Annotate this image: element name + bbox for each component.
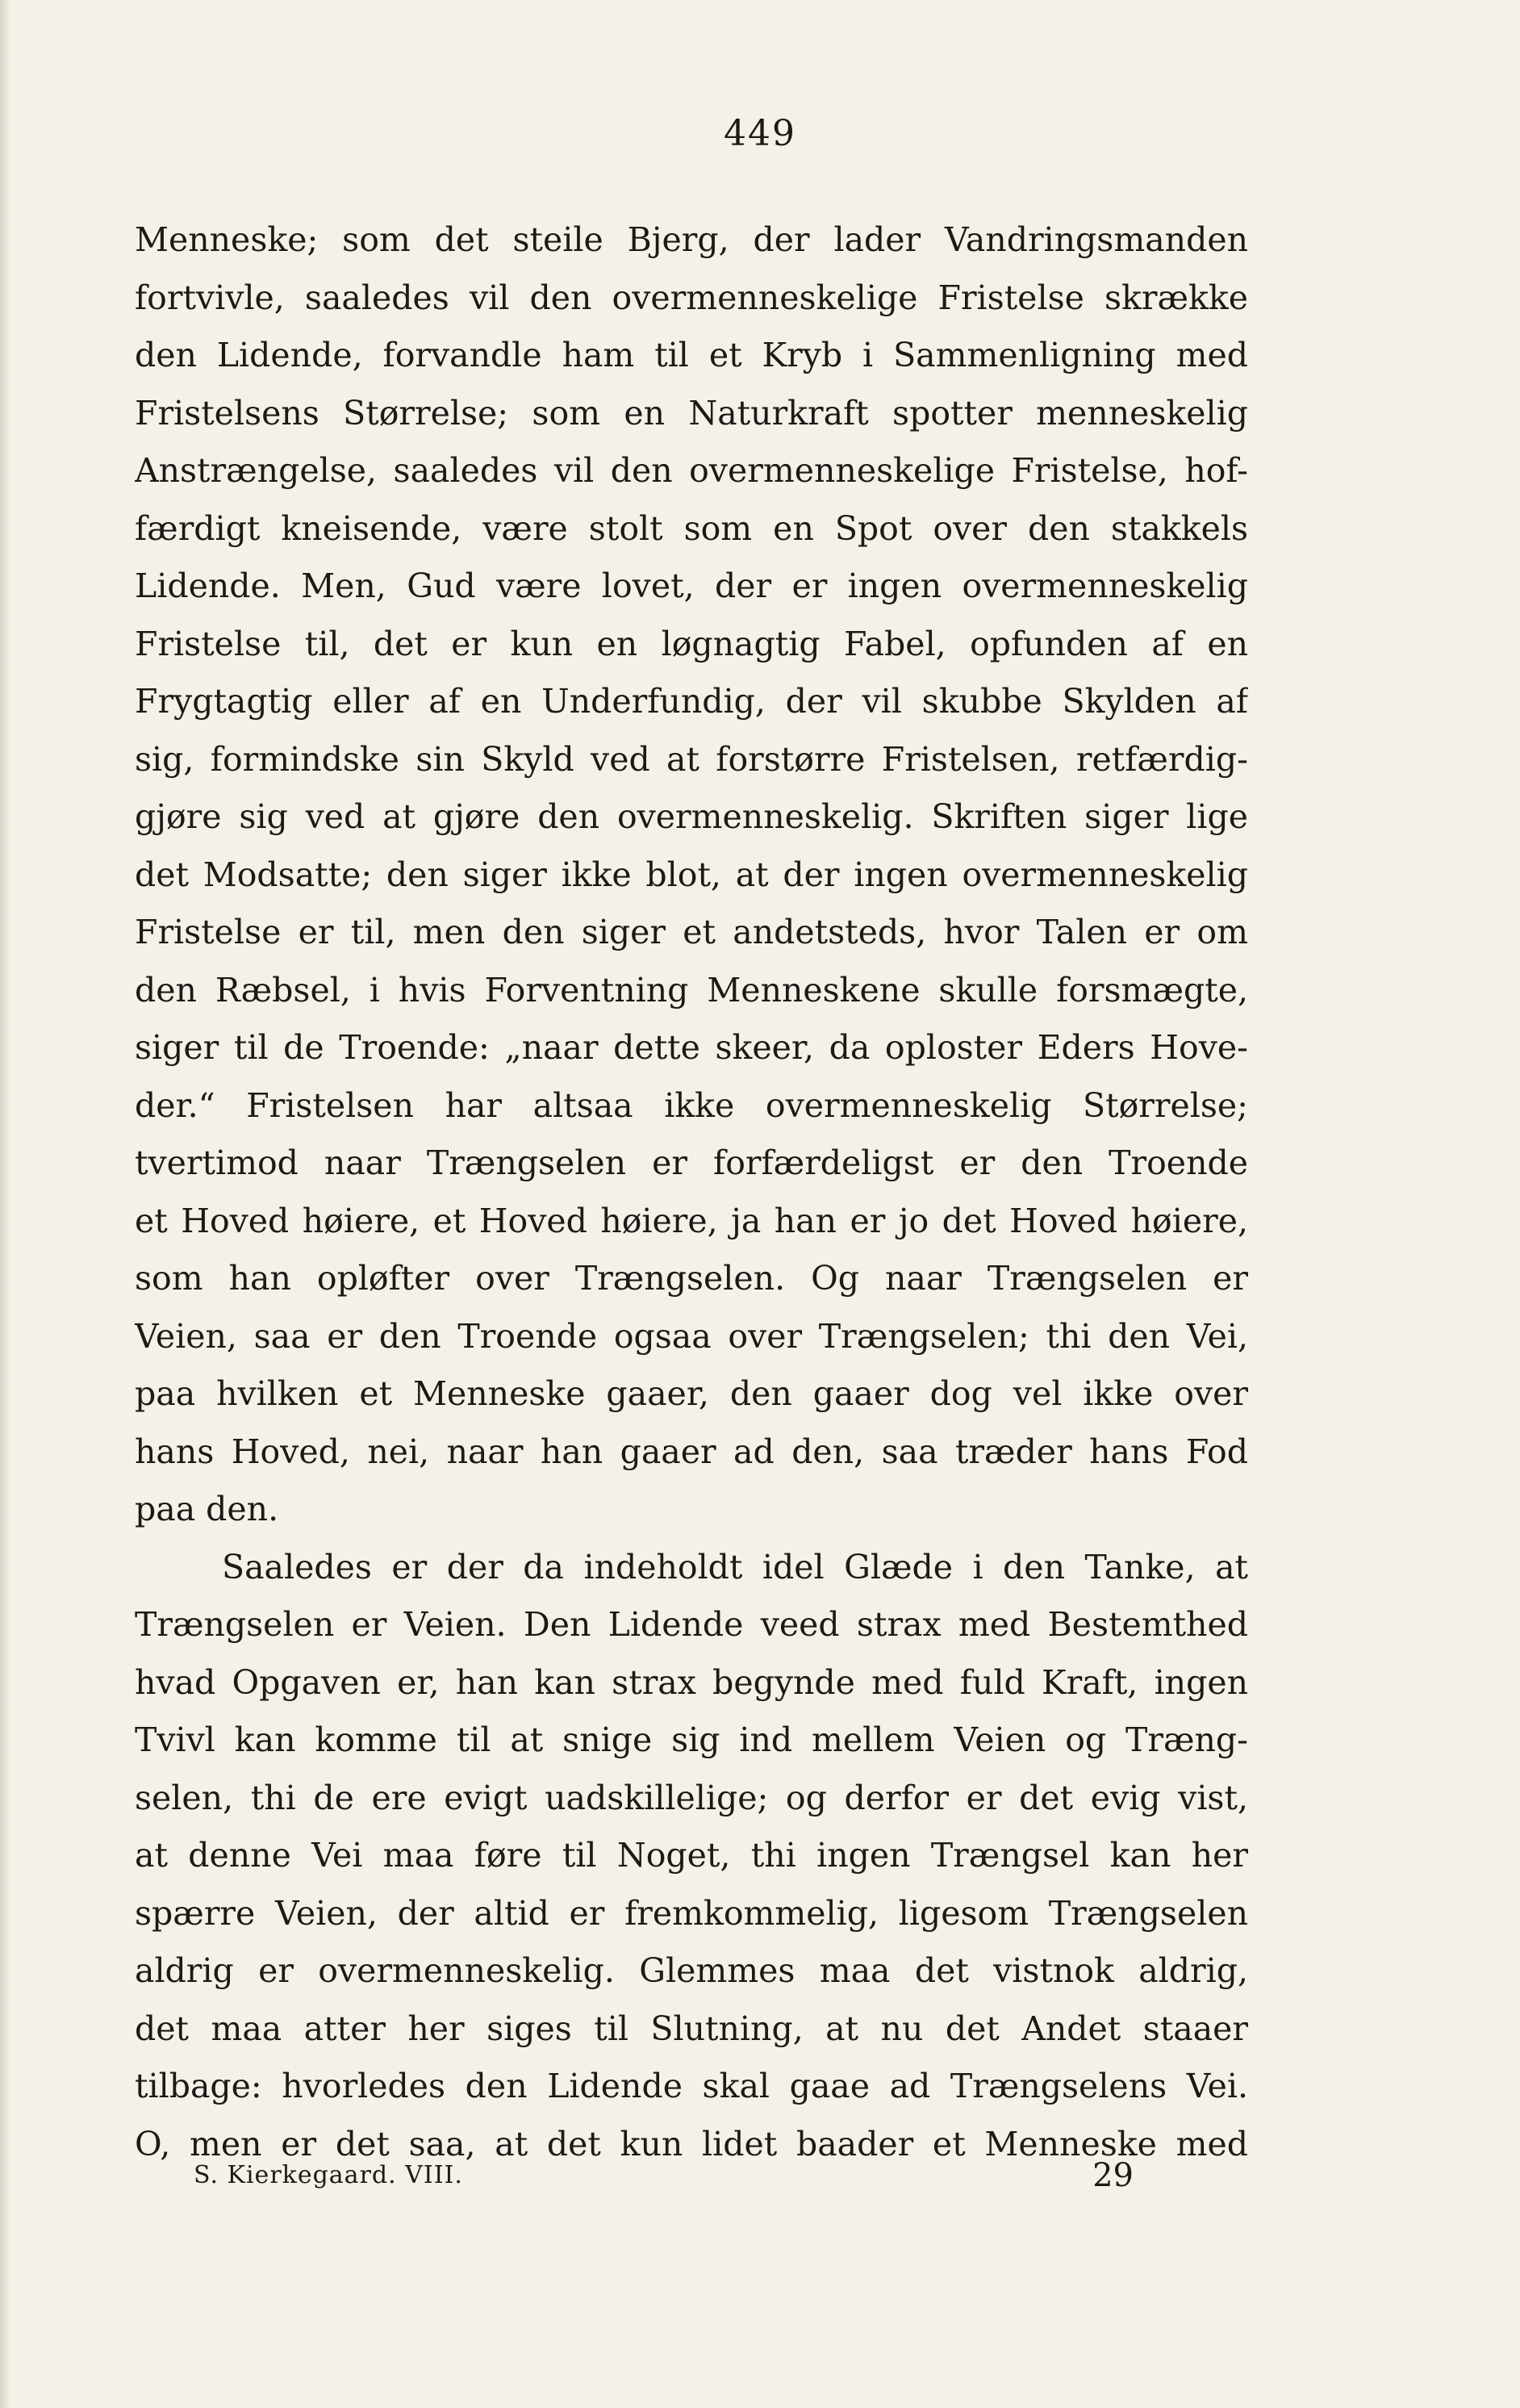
text-line: siger til de Troende: „naar dette skeer, da oploster Eders Hove- — [135, 1028, 1248, 1067]
sheet-number: 29 — [1092, 2157, 1134, 2194]
text-line: hvad Opgaven er, han kan strax begynde med fuld Kraft, ingen — [135, 1662, 1248, 1702]
text-line: der.“ Fristelsen har altsaa ikke overmenneskelig Størrelse; — [135, 1085, 1248, 1125]
printer-signature: S. Kierkegaard. VIII. — [194, 2161, 463, 2189]
text-line: aldrig er overmenneskelig. Glemmes maa det vistnok aldrig, — [135, 1951, 1248, 1990]
text-line: Fristelse til, det er kun en løgnagtig Fabel, opfunden af en — [135, 624, 1248, 663]
text-line: sig, formindske sin Skyld ved at forstørre Fristelsen, retfærdig- — [135, 739, 1248, 779]
page-number: 449 — [724, 113, 796, 154]
text-line: Tvivl kan komme til at snige sig ind mellem Veien og Træng- — [135, 1720, 1248, 1759]
text-line: tilbage: hvorledes den Lidende skal gaae ad Trængselens Vei. — [135, 2067, 1248, 2105]
text-line-paragraph-start: Saaledes er der da indeholdt idel Glæde i den Tanke, at — [222, 1547, 1248, 1587]
text-line: den Lidende, forvandle ham til et Kryb i Sammenligning med — [135, 336, 1248, 374]
text-line: Anstrængelse, saaledes vil den overmenneskelige Fristelse, hof- — [135, 451, 1248, 490]
text-line: Menneske; som det steile Bjerg, der lader Vandringsmanden — [135, 220, 1248, 259]
text-line: Fristelsens Størrelse; som en Naturkraft spotter menneskelig — [135, 393, 1248, 433]
page-footer — [194, 2153, 1134, 2198]
text-line-paragraph-end: paa den. — [135, 1490, 279, 1528]
text-line: som han opløfter over Trængselen. Og naar Trængselen er — [135, 1259, 1248, 1298]
text-line: et Hoved høiere, et Hoved høiere, ja han er jo det Hoved høiere, — [135, 1201, 1248, 1240]
text-line: at denne Vei maa føre til Noget, thi ingen Trængsel kan her — [135, 1836, 1248, 1875]
text-line: Lidende. Men, Gud være lovet, der er ingen overmenneskelig — [135, 566, 1248, 605]
text-line: tvertimod naar Trængselen er forfærdeligst er den Troende — [135, 1143, 1248, 1182]
page-edge-shadow — [0, 0, 11, 2408]
text-line: Trængselen er Veien. Den Lidende veed strax med Bestemthed — [135, 1605, 1248, 1644]
text-line: Fristelse er til, men den siger et andetsteds, hvor Talen er om — [135, 913, 1248, 951]
text-line: Veien, saa er den Troende ogsaa over Trængselen; thi den Vei, — [135, 1316, 1248, 1356]
text-line: det Modsatte; den siger ikke blot, at der ingen overmenneskelig — [135, 855, 1248, 894]
text-line: færdigt kneisende, være stolt som en Spot over den stakkels — [135, 508, 1248, 548]
text-line: det maa atter her siges til Slutning, at nu det Andet staaer — [135, 2009, 1248, 2048]
text-line: O, men er det saa, at det kun lidet baader et Menneske med — [135, 2124, 1248, 2163]
text-line: paa hvilken et Menneske gaaer, den gaaer dog vel ikke over — [135, 1374, 1248, 1413]
body-text — [135, 211, 1248, 2173]
text-line: gjøre sig ved at gjøre den overmenneskelig. Skriften siger lige — [135, 797, 1248, 836]
text-line: fortvivle, saaledes vil den overmenneskelige Fristelse skrække — [135, 278, 1248, 317]
text-line: selen, thi de ere evigt uadskillelige; og derfor er det evig vist, — [135, 1778, 1248, 1817]
text-line: spærre Veien, der altid er fremkommelig, ligesom Trængselen — [135, 1893, 1248, 1933]
text-line: den Ræbsel, i hvis Forventning Menneskene skulle forsmægte, — [135, 970, 1248, 1010]
text-line: Frygtagtig eller af en Underfundig, der vil skubbe Skylden af — [135, 682, 1248, 721]
text-line: hans Hoved, nei, naar han gaaer ad den, saa træder hans Fod — [135, 1432, 1248, 1471]
